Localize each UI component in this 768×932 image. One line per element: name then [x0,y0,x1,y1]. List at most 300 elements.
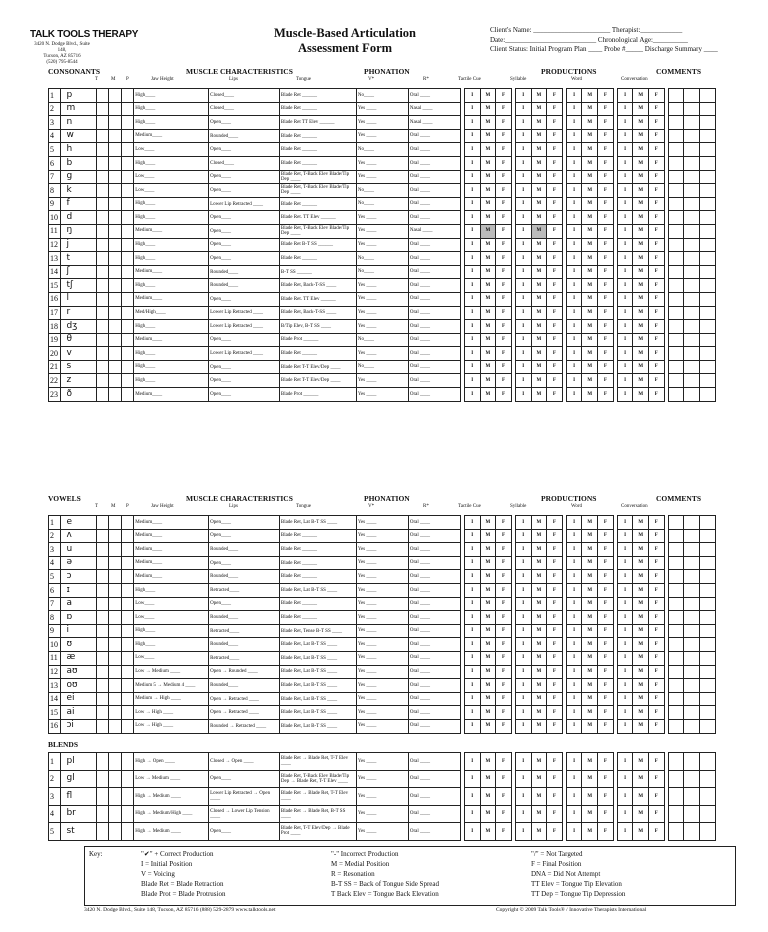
m-checkbox[interactable] [109,543,121,557]
comments-f[interactable] [699,611,715,625]
word-f[interactable]: F [598,543,614,557]
comments-m[interactable] [684,320,700,334]
tactile-m[interactable]: M [480,753,496,771]
tongue-cell[interactable]: Blade Ret ______ [279,556,356,570]
t-checkbox[interactable] [96,360,108,374]
tactile-m[interactable]: M [480,129,496,143]
word-i[interactable]: I [566,651,582,665]
conversation-f[interactable]: F [648,211,664,225]
tactile-i[interactable]: I [464,170,480,184]
lips-cell[interactable]: Open____ [209,292,280,306]
word-m[interactable]: M [582,252,598,266]
syllable-f[interactable]: F [547,279,563,293]
t-checkbox[interactable] [96,211,108,225]
word-i[interactable]: I [566,374,582,388]
conversation-i[interactable]: I [617,516,633,530]
comments-f[interactable] [699,143,715,157]
voicing-cell[interactable]: Yes ____ [356,543,408,557]
resonation-cell[interactable]: Oral ____ [408,543,460,557]
syllable-f[interactable]: F [547,529,563,543]
tactile-f[interactable]: F [496,788,512,806]
tactile-i[interactable]: I [464,184,480,198]
syllable-i[interactable]: I [515,611,531,625]
word-f[interactable]: F [598,156,614,170]
word-m[interactable]: M [582,823,598,841]
t-checkbox[interactable] [96,89,108,103]
conversation-m[interactable]: M [633,583,649,597]
conversation-i[interactable]: I [617,279,633,293]
conversation-i[interactable]: I [617,753,633,771]
lips-cell[interactable]: Open____ [209,211,280,225]
jaw-height-cell[interactable]: Low____ [134,143,209,157]
tactile-f[interactable]: F [496,211,512,225]
word-f[interactable]: F [598,529,614,543]
comments-m[interactable] [684,624,700,638]
word-m[interactable]: M [582,770,598,788]
voicing-cell[interactable]: Yes ____ [356,611,408,625]
m-checkbox[interactable] [109,279,121,293]
conversation-m[interactable]: M [633,238,649,252]
jaw-height-cell[interactable]: High____ [134,638,209,652]
comments-i[interactable] [668,374,684,388]
word-m[interactable]: M [582,570,598,584]
syllable-i[interactable]: I [515,184,531,198]
lips-cell[interactable]: Closed → Lower Lip Tension ____ [209,805,280,823]
word-i[interactable]: I [566,570,582,584]
jaw-height-cell[interactable]: High → Open ____ [134,753,209,771]
word-f[interactable]: F [598,184,614,198]
syllable-i[interactable]: I [515,583,531,597]
syllable-f[interactable]: F [547,211,563,225]
comments-m[interactable] [684,679,700,693]
tongue-cell[interactable]: Blade Ret ______ [279,570,356,584]
tongue-cell[interactable]: Blade Ret → Blade Ret, B-T SS ____ [279,805,356,823]
resonation-cell[interactable]: Oral ____ [408,556,460,570]
conversation-f[interactable]: F [648,184,664,198]
word-f[interactable]: F [598,638,614,652]
m-checkbox[interactable] [109,211,121,225]
word-i[interactable]: I [566,238,582,252]
comments-i[interactable] [668,516,684,530]
word-m[interactable]: M [582,638,598,652]
comments-f[interactable] [699,597,715,611]
voicing-cell[interactable]: Yes ____ [356,679,408,693]
lips-cell[interactable]: Lower Lip Retracted ____ [209,347,280,361]
tactile-m[interactable]: M [480,624,496,638]
jaw-height-cell[interactable]: Low____ [134,597,209,611]
tactile-m[interactable]: M [480,238,496,252]
word-i[interactable]: I [566,170,582,184]
m-checkbox[interactable] [109,197,121,211]
comments-m[interactable] [684,292,700,306]
resonation-cell[interactable]: Oral ____ [408,238,460,252]
word-i[interactable]: I [566,583,582,597]
t-checkbox[interactable] [96,320,108,334]
tongue-cell[interactable]: Blade Ret → Blade Ret, T-T Elev ____ [279,753,356,771]
syllable-f[interactable]: F [547,770,563,788]
tongue-cell[interactable]: Blade Ret, Lat B-T SS ____ [279,583,356,597]
comments-f[interactable] [699,823,715,841]
word-f[interactable]: F [598,143,614,157]
resonation-cell[interactable]: Oral ____ [408,597,460,611]
lips-cell[interactable]: Rounded____ [209,570,280,584]
conversation-i[interactable]: I [617,238,633,252]
resonation-cell[interactable]: Oral ____ [408,624,460,638]
conversation-i[interactable]: I [617,805,633,823]
m-checkbox[interactable] [109,360,121,374]
comments-i[interactable] [668,597,684,611]
word-m[interactable]: M [582,224,598,238]
syllable-i[interactable]: I [515,805,531,823]
tactile-i[interactable]: I [464,543,480,557]
conversation-f[interactable]: F [648,156,664,170]
word-i[interactable]: I [566,184,582,198]
word-i[interactable]: I [566,347,582,361]
syllable-f[interactable]: F [547,679,563,693]
syllable-m[interactable]: M [531,706,547,720]
word-i[interactable]: I [566,805,582,823]
syllable-i[interactable]: I [515,211,531,225]
m-checkbox[interactable] [109,129,121,143]
word-f[interactable]: F [598,347,614,361]
syllable-m[interactable]: M [531,719,547,733]
tactile-m[interactable]: M [480,292,496,306]
comments-f[interactable] [699,238,715,252]
syllable-m[interactable]: M [531,333,547,347]
tactile-f[interactable]: F [496,143,512,157]
tongue-cell[interactable]: Blade Ret ______ [279,143,356,157]
tongue-cell[interactable]: Blade Ret. TT Elev ______ [279,211,356,225]
syllable-i[interactable]: I [515,374,531,388]
tactile-f[interactable]: F [496,102,512,116]
word-i[interactable]: I [566,753,582,771]
t-checkbox[interactable] [96,638,108,652]
voicing-cell[interactable]: Yes ____ [356,211,408,225]
lips-cell[interactable]: Open____ [209,116,280,130]
tactile-m[interactable]: M [480,211,496,225]
syllable-i[interactable]: I [515,719,531,733]
conversation-i[interactable]: I [617,360,633,374]
tongue-cell[interactable]: Blade Ret ______ [279,89,356,103]
jaw-height-cell[interactable]: Medium____ [134,129,209,143]
conversation-m[interactable]: M [633,265,649,279]
tactile-m[interactable]: M [480,516,496,530]
tongue-cell[interactable]: Blade Ret ______ [279,347,356,361]
m-checkbox[interactable] [109,116,121,130]
word-m[interactable]: M [582,374,598,388]
m-checkbox[interactable] [109,719,121,733]
jaw-height-cell[interactable]: High____ [134,238,209,252]
t-checkbox[interactable] [96,583,108,597]
tactile-i[interactable]: I [464,102,480,116]
word-i[interactable]: I [566,156,582,170]
comments-i[interactable] [668,638,684,652]
tactile-i[interactable]: I [464,529,480,543]
tactile-i[interactable]: I [464,129,480,143]
word-i[interactable]: I [566,116,582,130]
resonation-cell[interactable]: Oral ____ [408,333,460,347]
jaw-height-cell[interactable]: High → Medium ____ [134,823,209,841]
comments-f[interactable] [699,292,715,306]
voicing-cell[interactable]: Yes ____ [356,805,408,823]
p-checkbox[interactable] [121,706,133,720]
comments-f[interactable] [699,252,715,266]
t-checkbox[interactable] [96,265,108,279]
comments-m[interactable] [684,224,700,238]
t-checkbox[interactable] [96,823,108,841]
comments-i[interactable] [668,823,684,841]
conversation-m[interactable]: M [633,692,649,706]
conversation-f[interactable]: F [648,279,664,293]
comments-i[interactable] [668,788,684,806]
word-i[interactable]: I [566,360,582,374]
comments-f[interactable] [699,805,715,823]
tactile-i[interactable]: I [464,238,480,252]
comments-i[interactable] [668,211,684,225]
p-checkbox[interactable] [121,719,133,733]
comments-i[interactable] [668,651,684,665]
syllable-f[interactable]: F [547,823,563,841]
tactile-m[interactable]: M [480,665,496,679]
comments-i[interactable] [668,197,684,211]
m-checkbox[interactable] [109,805,121,823]
conversation-m[interactable]: M [633,89,649,103]
t-checkbox[interactable] [96,529,108,543]
syllable-f[interactable]: F [547,170,563,184]
tactile-i[interactable]: I [464,665,480,679]
comments-f[interactable] [699,89,715,103]
word-m[interactable]: M [582,706,598,720]
conversation-f[interactable]: F [648,692,664,706]
syllable-m[interactable]: M [531,570,547,584]
syllable-m[interactable]: M [531,638,547,652]
tongue-cell[interactable]: Blade Ret, Lat B-T SS ____ [279,665,356,679]
conversation-m[interactable]: M [633,805,649,823]
p-checkbox[interactable] [121,692,133,706]
word-m[interactable]: M [582,529,598,543]
t-checkbox[interactable] [96,611,108,625]
comments-i[interactable] [668,347,684,361]
resonation-cell[interactable]: Oral ____ [408,823,460,841]
lips-cell[interactable]: Open____ [209,333,280,347]
jaw-height-cell[interactable]: High → Medium/High ____ [134,805,209,823]
word-i[interactable]: I [566,388,582,402]
voicing-cell[interactable]: Yes ____ [356,292,408,306]
lips-cell[interactable]: Closed____ [209,102,280,116]
jaw-height-cell[interactable]: Medium____ [134,516,209,530]
comments-m[interactable] [684,211,700,225]
word-m[interactable]: M [582,116,598,130]
tactile-f[interactable]: F [496,706,512,720]
tongue-cell[interactable]: Blade Ret, Lat B-T SS ____ [279,516,356,530]
resonation-cell[interactable]: Oral ____ [408,570,460,584]
syllable-f[interactable]: F [547,611,563,625]
word-m[interactable]: M [582,624,598,638]
voicing-cell[interactable]: Yes ____ [356,529,408,543]
m-checkbox[interactable] [109,611,121,625]
lips-cell[interactable]: Open____ [209,143,280,157]
conversation-i[interactable]: I [617,224,633,238]
conversation-f[interactable]: F [648,360,664,374]
comments-f[interactable] [699,556,715,570]
word-i[interactable]: I [566,102,582,116]
word-f[interactable]: F [598,116,614,130]
syllable-m[interactable]: M [531,597,547,611]
jaw-height-cell[interactable]: Medium____ [134,543,209,557]
tactile-f[interactable]: F [496,753,512,771]
conversation-f[interactable]: F [648,516,664,530]
word-f[interactable]: F [598,388,614,402]
m-checkbox[interactable] [109,516,121,530]
lips-cell[interactable]: Rounded____ [209,611,280,625]
syllable-m[interactable]: M [531,102,547,116]
client-name-line[interactable]: Client's Name: ______________________ Therapist:____________ [490,26,683,34]
voicing-cell[interactable]: Yes ____ [356,129,408,143]
t-checkbox[interactable] [96,116,108,130]
comments-f[interactable] [699,211,715,225]
word-f[interactable]: F [598,583,614,597]
conversation-m[interactable]: M [633,638,649,652]
conversation-f[interactable]: F [648,252,664,266]
word-m[interactable]: M [582,360,598,374]
word-m[interactable]: M [582,597,598,611]
conversation-m[interactable]: M [633,516,649,530]
syllable-i[interactable]: I [515,265,531,279]
tactile-i[interactable]: I [464,252,480,266]
syllable-f[interactable]: F [547,320,563,334]
syllable-f[interactable]: F [547,265,563,279]
conversation-m[interactable]: M [633,184,649,198]
word-i[interactable]: I [566,692,582,706]
m-checkbox[interactable] [109,320,121,334]
tactile-i[interactable]: I [464,89,480,103]
syllable-f[interactable]: F [547,388,563,402]
voicing-cell[interactable]: No____ [356,360,408,374]
conversation-m[interactable]: M [633,292,649,306]
syllable-i[interactable]: I [515,116,531,130]
comments-m[interactable] [684,279,700,293]
tactile-i[interactable]: I [464,651,480,665]
syllable-m[interactable]: M [531,347,547,361]
comments-i[interactable] [668,556,684,570]
resonation-cell[interactable]: Oral ____ [408,211,460,225]
conversation-f[interactable]: F [648,583,664,597]
tactile-f[interactable]: F [496,320,512,334]
t-checkbox[interactable] [96,143,108,157]
word-f[interactable]: F [598,692,614,706]
tactile-f[interactable]: F [496,583,512,597]
m-checkbox[interactable] [109,102,121,116]
voicing-cell[interactable]: Yes ____ [356,570,408,584]
word-f[interactable]: F [598,570,614,584]
conversation-f[interactable]: F [648,665,664,679]
word-m[interactable]: M [582,279,598,293]
resonation-cell[interactable]: Oral ____ [408,388,460,402]
tactile-f[interactable]: F [496,347,512,361]
comments-m[interactable] [684,238,700,252]
word-i[interactable]: I [566,89,582,103]
comments-f[interactable] [699,570,715,584]
comments-f[interactable] [699,543,715,557]
p-checkbox[interactable] [121,570,133,584]
comments-f[interactable] [699,197,715,211]
syllable-m[interactable]: M [531,211,547,225]
conversation-i[interactable]: I [617,597,633,611]
comments-i[interactable] [668,770,684,788]
voicing-cell[interactable]: Yes ____ [356,306,408,320]
word-f[interactable]: F [598,679,614,693]
tactile-f[interactable]: F [496,823,512,841]
lips-cell[interactable]: Lower Lip Retracted → Open ____ [209,788,280,806]
syllable-m[interactable]: M [531,388,547,402]
m-checkbox[interactable] [109,143,121,157]
syllable-f[interactable]: F [547,706,563,720]
p-checkbox[interactable] [121,224,133,238]
tongue-cell[interactable]: Blade Ret, Back-T-SS ____ [279,306,356,320]
word-m[interactable]: M [582,388,598,402]
conversation-f[interactable]: F [648,719,664,733]
word-m[interactable]: M [582,184,598,198]
m-checkbox[interactable] [109,638,121,652]
conversation-m[interactable]: M [633,170,649,184]
resonation-cell[interactable]: Oral ____ [408,292,460,306]
syllable-i[interactable]: I [515,556,531,570]
comments-i[interactable] [668,543,684,557]
syllable-i[interactable]: I [515,224,531,238]
word-f[interactable]: F [598,597,614,611]
p-checkbox[interactable] [121,333,133,347]
jaw-height-cell[interactable]: High____ [134,279,209,293]
comments-i[interactable] [668,102,684,116]
comments-m[interactable] [684,805,700,823]
voicing-cell[interactable]: Yes ____ [356,638,408,652]
syllable-f[interactable]: F [547,805,563,823]
voicing-cell[interactable]: Yes ____ [356,788,408,806]
voicing-cell[interactable]: Yes ____ [356,116,408,130]
syllable-i[interactable]: I [515,129,531,143]
word-f[interactable]: F [598,611,614,625]
lips-cell[interactable]: Rounded____ [209,543,280,557]
t-checkbox[interactable] [96,129,108,143]
word-m[interactable]: M [582,719,598,733]
m-checkbox[interactable] [109,347,121,361]
comments-m[interactable] [684,252,700,266]
tactile-m[interactable]: M [480,719,496,733]
voicing-cell[interactable]: Yes ____ [356,347,408,361]
comments-i[interactable] [668,265,684,279]
tactile-f[interactable]: F [496,238,512,252]
comments-i[interactable] [668,665,684,679]
tongue-cell[interactable]: Blade Prot ______ [279,388,356,402]
tactile-f[interactable]: F [496,224,512,238]
syllable-i[interactable]: I [515,89,531,103]
syllable-i[interactable]: I [515,252,531,266]
jaw-height-cell[interactable]: Low____ [134,170,209,184]
syllable-m[interactable]: M [531,529,547,543]
comments-m[interactable] [684,706,700,720]
comments-f[interactable] [699,719,715,733]
tactile-i[interactable]: I [464,306,480,320]
conversation-m[interactable]: M [633,665,649,679]
m-checkbox[interactable] [109,170,121,184]
syllable-m[interactable]: M [531,543,547,557]
tactile-i[interactable]: I [464,197,480,211]
word-i[interactable]: I [566,143,582,157]
m-checkbox[interactable] [109,823,121,841]
lips-cell[interactable]: Open____ [209,252,280,266]
lips-cell[interactable]: Lower Lip Retracted ____ [209,320,280,334]
voicing-cell[interactable]: No____ [356,333,408,347]
